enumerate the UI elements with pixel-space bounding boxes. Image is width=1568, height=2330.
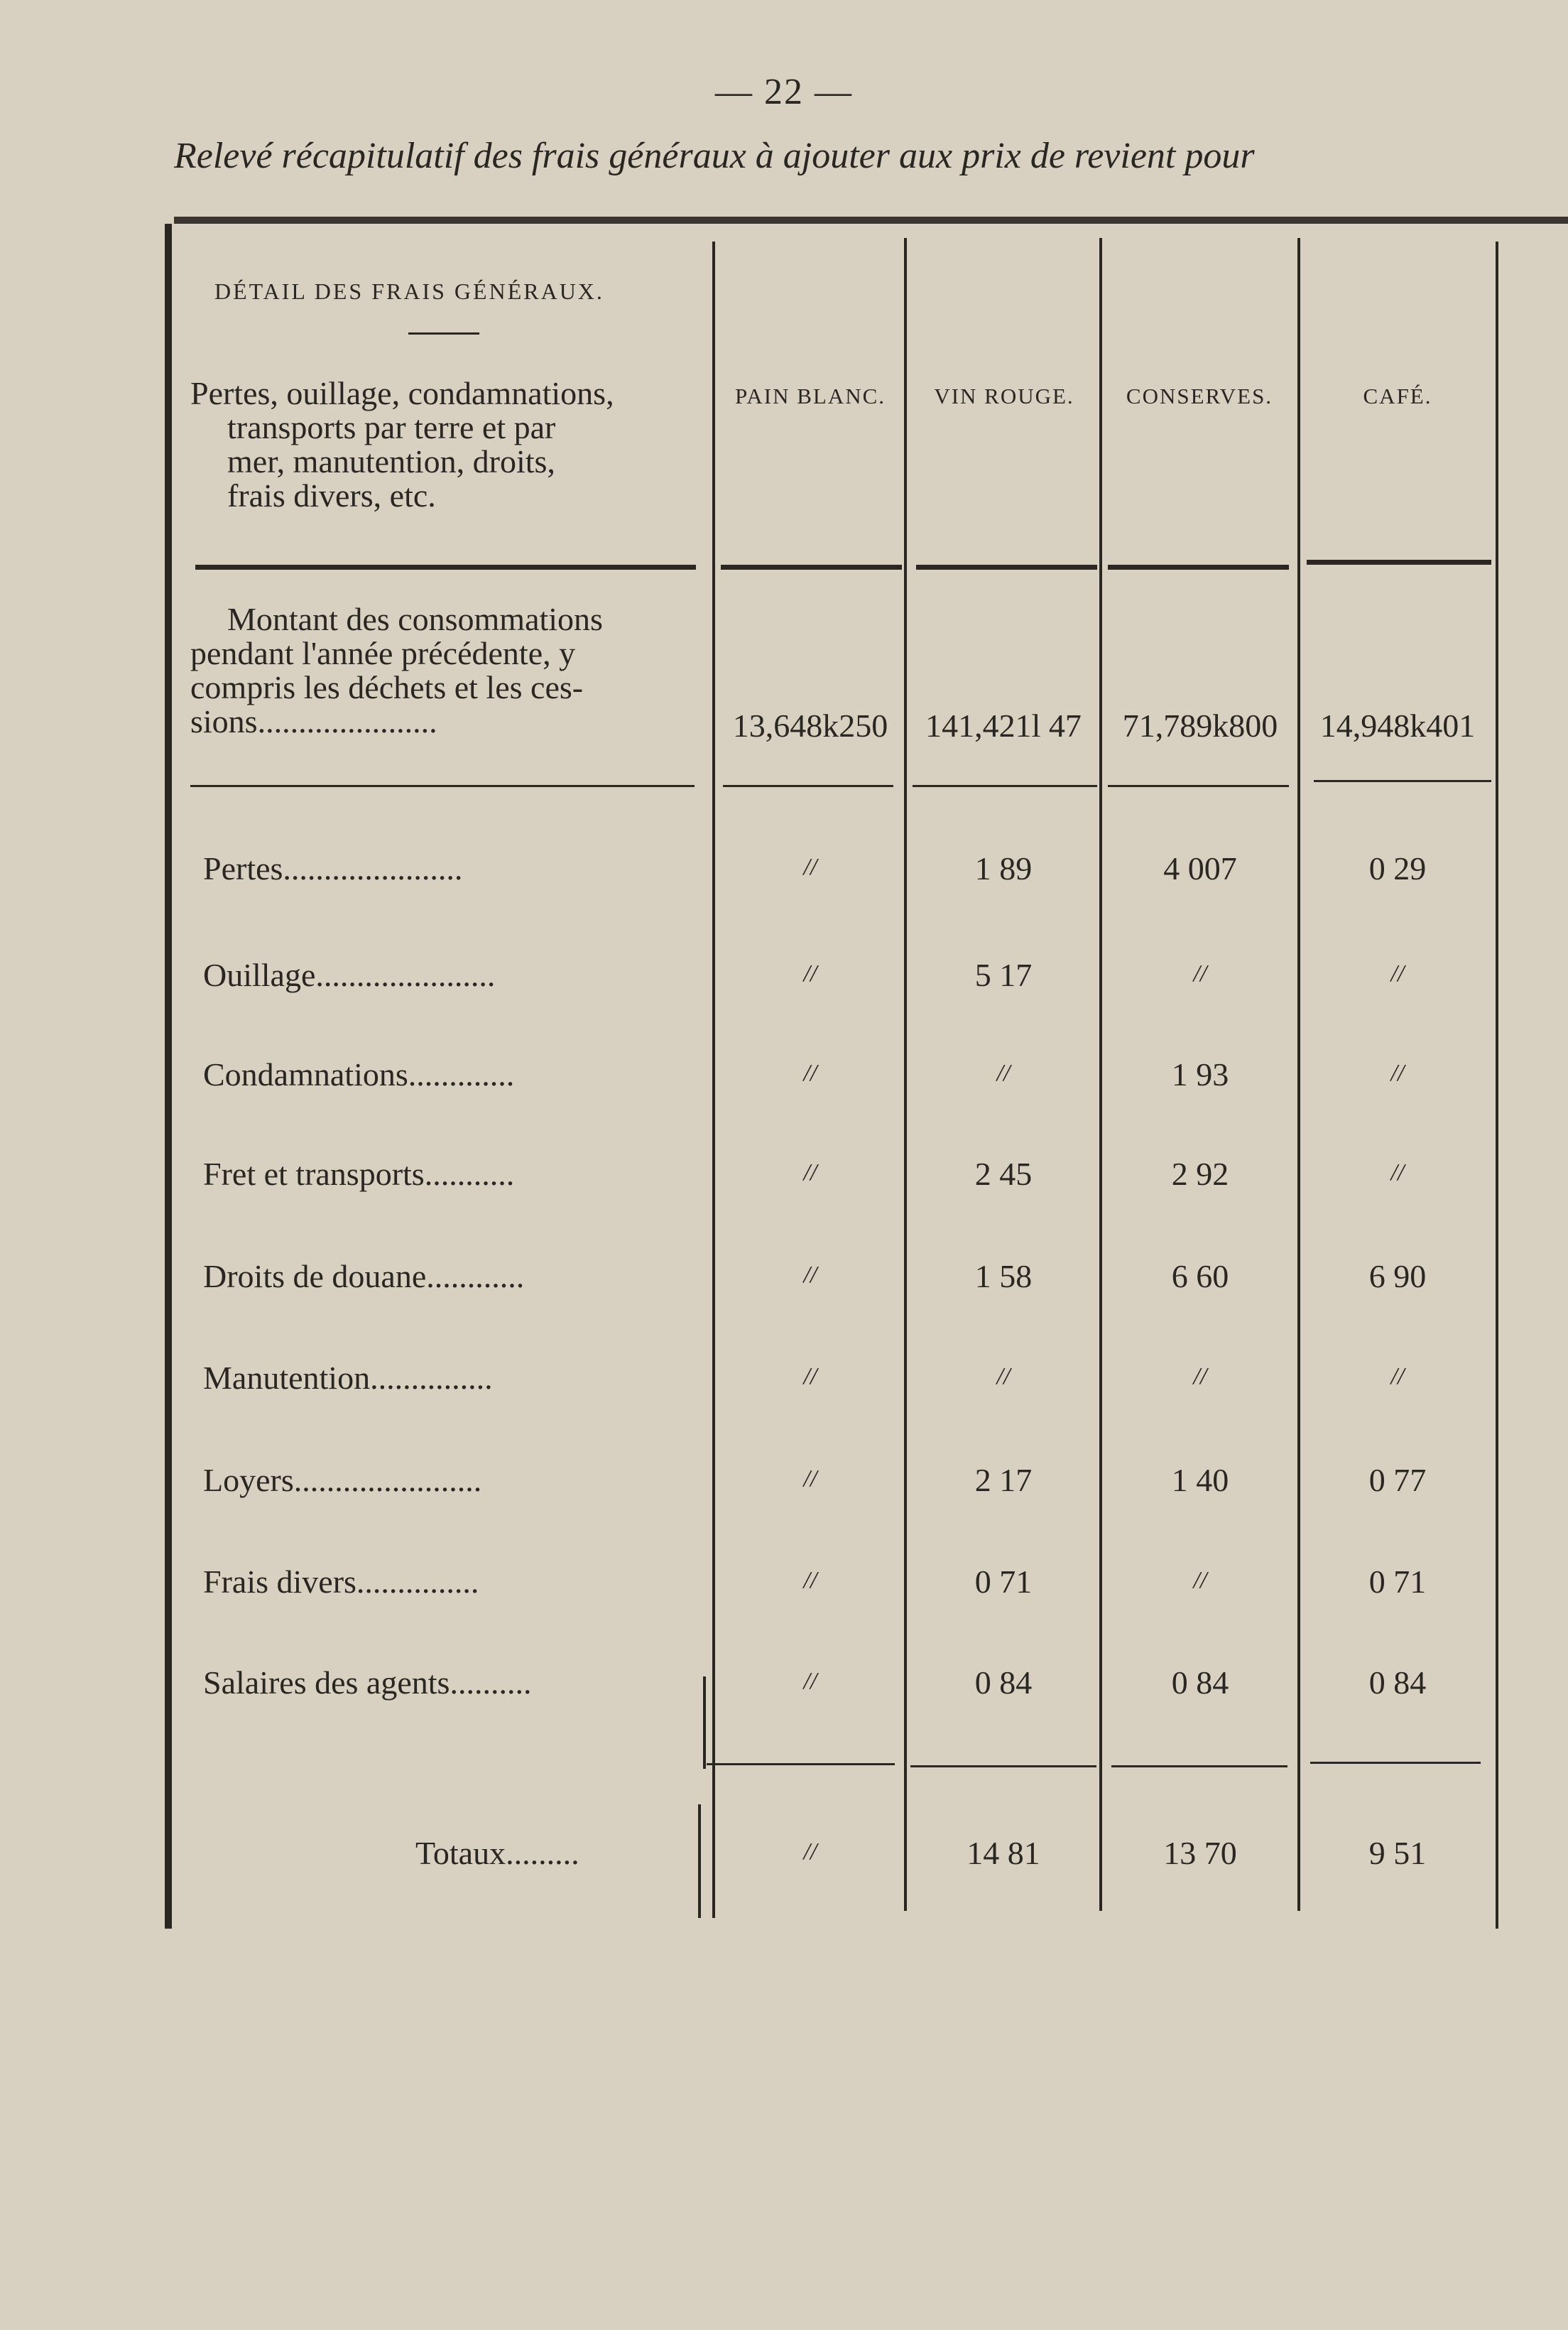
cell: // — [803, 1060, 817, 1086]
montant-line: Montant des consommations — [227, 601, 603, 637]
cell: // — [803, 1363, 817, 1389]
header-rule — [1307, 560, 1491, 565]
page-number: — 22 — — [715, 72, 853, 112]
table-left-border — [165, 224, 172, 1929]
cell: 5 17 — [974, 957, 1033, 993]
montant-description — [190, 602, 705, 739]
totals-rule — [910, 1765, 1096, 1767]
cell: // — [996, 1060, 1011, 1086]
label-divider — [703, 1676, 706, 1769]
detail-heading: DÉTAIL DES FRAIS GÉNÉRAUX. — [214, 278, 604, 304]
totals-rule — [1310, 1762, 1481, 1764]
montant-line: pendant l'année précédente, y — [190, 635, 576, 671]
cell: // — [803, 1567, 817, 1593]
cell: 0 71 — [974, 1564, 1033, 1600]
header-rule — [1108, 565, 1289, 570]
cell: // — [1193, 960, 1207, 987]
cell: 0 84 — [1171, 1664, 1229, 1701]
description-line: transports par terre et par — [227, 409, 556, 445]
cell: 0 77 — [1368, 1462, 1427, 1498]
montant-value-cafe: 14,948k401 — [1319, 708, 1476, 744]
montant-value-vin-rouge: 141,421l 47 — [925, 708, 1082, 744]
cell: 2 92 — [1171, 1156, 1229, 1192]
row-label-condamnations: Condamnations............. — [203, 1056, 515, 1093]
row-label-droits-de-douane: Droits de douane............ — [203, 1258, 525, 1294]
cell: 2 17 — [974, 1462, 1033, 1498]
cell: 1 40 — [1171, 1462, 1229, 1498]
cell: // — [803, 854, 817, 880]
cell: // — [1193, 1567, 1207, 1593]
cell: // — [803, 1159, 817, 1186]
montant-value-conserves: 71,789k800 — [1122, 708, 1278, 744]
montant-rule — [913, 785, 1097, 787]
cell: 1 93 — [1171, 1056, 1229, 1093]
cell: 1 58 — [974, 1258, 1033, 1294]
cell: 6 90 — [1368, 1258, 1427, 1294]
header-rule — [195, 565, 696, 570]
column-header-pain-blanc: PAIN BLANC. — [734, 384, 886, 408]
total-pain-blanc: // — [803, 1838, 817, 1865]
description-line: frais divers, etc. — [227, 477, 436, 514]
cell: // — [1390, 1060, 1405, 1086]
cell: 6 60 — [1171, 1258, 1229, 1294]
montant-value-pain-blanc: 13,648k250 — [732, 708, 888, 744]
row-label-fret-et-transports: Fret et transports........... — [203, 1156, 515, 1192]
cell: // — [1390, 960, 1405, 987]
title-rule — [174, 217, 1568, 224]
column-header-cafe: CAFÉ. — [1363, 384, 1432, 408]
cell: 2 45 — [974, 1156, 1033, 1192]
total-cafe: 9 51 — [1368, 1835, 1427, 1871]
cell: 4 007 — [1163, 850, 1237, 887]
header-rule — [916, 565, 1097, 570]
row-label-salaires-des-agents: Salaires des agents.......... — [203, 1664, 532, 1701]
description-line: Pertes, ouillage, condamnations, — [190, 375, 614, 411]
montant-rule — [723, 785, 893, 787]
row-label-manutention: Manutention............... — [203, 1360, 493, 1396]
row-label-pertes: Pertes...................... — [203, 850, 463, 887]
cell: // — [1390, 1363, 1405, 1389]
totals-label: Totaux......... — [415, 1835, 579, 1871]
column-header-conserves: CONSERVES. — [1126, 384, 1273, 408]
cell: // — [803, 960, 817, 987]
cell: 0 29 — [1368, 850, 1427, 887]
montant-rule — [1108, 785, 1289, 787]
cell: 1 89 — [974, 850, 1033, 887]
description-line: mer, manutention, droits, — [227, 443, 555, 479]
montant-rule — [190, 785, 695, 787]
table-right-border — [1496, 242, 1498, 1929]
description-text — [190, 376, 702, 513]
page-title: Relevé récapitulatif des frais généraux à ajouter aux prix de revient pour — [174, 136, 1255, 176]
cell: // — [803, 1465, 817, 1492]
cell: // — [803, 1262, 817, 1288]
column-header-vin-rouge: VIN ROUGE. — [934, 384, 1074, 408]
total-conserves: 13 70 — [1163, 1835, 1237, 1871]
cell: 0 84 — [974, 1664, 1033, 1701]
row-label-frais-divers: Frais divers............... — [203, 1564, 479, 1600]
column-divider-1 — [712, 242, 715, 1918]
cell: // — [1193, 1363, 1207, 1389]
cell: // — [996, 1363, 1011, 1389]
cell: // — [1390, 1159, 1405, 1186]
totals-rule — [1111, 1765, 1287, 1767]
cell: 0 84 — [1368, 1664, 1427, 1701]
cell: 0 71 — [1368, 1564, 1427, 1600]
montant-line: sions...................... — [190, 703, 437, 739]
montant-rule — [1314, 780, 1491, 782]
total-vin-rouge: 14 81 — [967, 1835, 1040, 1871]
heading-underline — [408, 332, 479, 335]
row-label-ouillage: Ouillage...................... — [203, 957, 496, 993]
header-rule — [721, 565, 902, 570]
row-label-loyers: Loyers....................... — [203, 1462, 482, 1498]
cell: // — [803, 1668, 817, 1694]
montant-line: compris les déchets et les ces- — [190, 669, 584, 705]
totals-rule — [707, 1763, 895, 1765]
totals-label-divider — [698, 1804, 701, 1918]
